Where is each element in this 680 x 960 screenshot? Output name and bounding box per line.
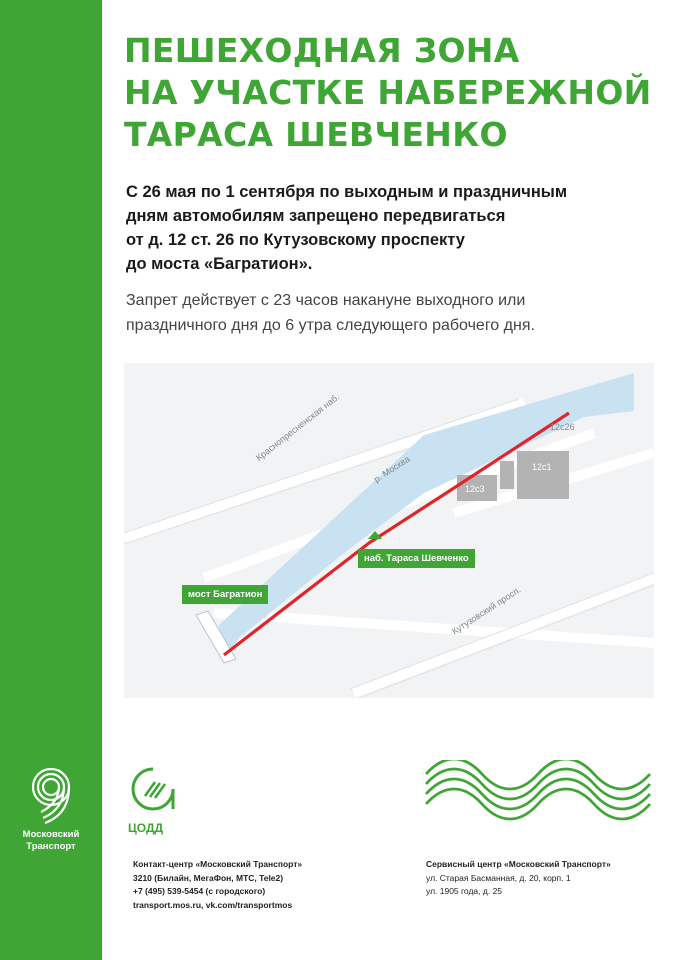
tag-bridge-bagration: мост Багратион [182, 585, 268, 604]
codd-logo [128, 765, 198, 835]
time-note [126, 288, 646, 338]
map-roads [124, 403, 654, 693]
contact-phone: +7 (495) 539-5454 (с городского) [133, 886, 266, 896]
route-map [124, 363, 654, 698]
building-small [500, 461, 514, 489]
moscow-transport-logo [18, 765, 84, 853]
sidebar [0, 0, 102, 960]
title-line: НА УЧАСТКЕ НАБЕРЕЖНОЙ [124, 73, 652, 112]
lead-line: от д. 12 ст. 26 по Кутузовскому проспекту [126, 231, 465, 249]
title-line: ПЕШЕХОДНАЯ ЗОНА [124, 31, 520, 70]
lead-line: С 26 мая по 1 сентября по выходным и праздничным [126, 183, 568, 201]
lead-paragraph [126, 180, 646, 276]
map-canvas [124, 363, 654, 698]
contact-websites: transport.mos.ru, vk.com/transportmos [133, 899, 293, 910]
service-address-1: ул. Старая Басманная, д. 20, корп. 1 [426, 872, 571, 883]
building-label-12c26: 12с26 [550, 422, 575, 432]
title-line: ТАРАСА ШЕВЧЕНКО [124, 115, 508, 154]
contact-short-number: 3210 (Билайн, МегаФон, МТС, Tele2) [133, 872, 284, 883]
service-address-2: ул. 1905 года, д. 25 [426, 886, 503, 896]
note-line: праздничного дня до 6 утра следующего рабочего дня. [126, 317, 535, 334]
wave-pattern-icon [424, 760, 668, 824]
brand-name: Московский Транспорт [22, 829, 80, 852]
service-center-block [426, 858, 666, 899]
codd-logo-icon [128, 765, 178, 815]
service-title: Сервисный центр «Московский Транспорт» [426, 859, 611, 869]
contact-title: Контакт-центр «Московский Транспорт» [133, 859, 303, 869]
street-label-kutuzovsky: Кутузовский просп. [450, 584, 523, 637]
river-label: р. Москва [372, 453, 412, 485]
note-line: Запрет действует с 23 часов накануне выходного или [126, 292, 526, 309]
building-label-12c3: 12с3 [465, 484, 485, 494]
tag-embankment-shevchenko: наб. Тараса Шевченко [358, 549, 475, 568]
building-12c1 [517, 451, 569, 499]
codd-label: ЦОДД [128, 821, 164, 835]
contact-center-block [133, 858, 393, 912]
page-title [124, 30, 664, 156]
lead-line: до моста «Багратион». [126, 255, 313, 273]
building-label-12c1: 12с1 [532, 462, 552, 472]
street-label-krasnopresnenskaya: Краснопресненская наб. [254, 391, 342, 463]
nine-logo-icon [23, 765, 79, 825]
lead-line: дням автомобилям запрещено передвигаться [126, 207, 506, 225]
